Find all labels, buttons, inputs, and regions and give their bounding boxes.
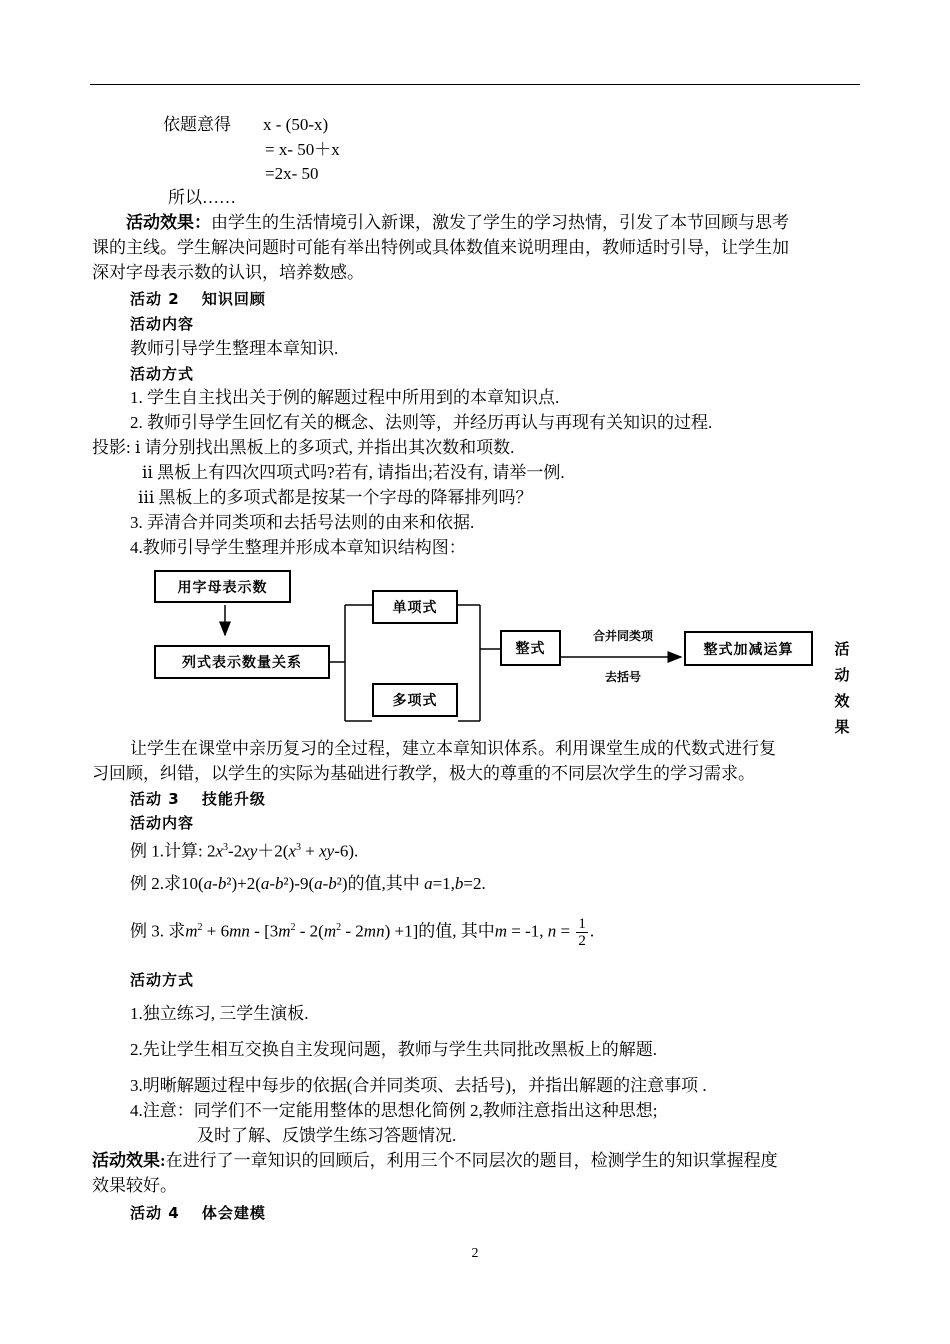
effect1-line-2: 课的主线。学生解决问题时可能有举出特例或具体数值来说明理由，教师适时引导，让学生加 (92, 238, 789, 257)
activity3-method-label: 活动方式 (130, 971, 195, 989)
effect3-line-2: 效果较好。 (92, 1176, 177, 1195)
example-3: 例 3. 求$m^2 + 6mn - [3m^2 - 2(m^2 - 2mn) +1]$的值, 其中m = -1, n = $\frac{1}{2}$ . (130, 916, 595, 950)
effect2-line-2: 习回顾，纠错，以学生的实际为基础进行教学，极大的尊重的不同层次学生的学习需求。 (92, 764, 755, 783)
activity2-method-2: 2. 教师引导学生回忆有关的概念、法则等，并经历再认与再现有关知识的过程. (130, 413, 713, 432)
knowledge-structure-diagram (150, 563, 850, 733)
equation-line-2: = x- 50＋x (265, 140, 340, 159)
activity3-method-4: 4.注意：同学们不一定能用整体的思想化简例 2,教师注意指出这种思想; (130, 1101, 658, 1120)
activity2-method-label: 活动方式 (130, 365, 195, 383)
activity3-content-label: 活动内容 (130, 814, 195, 832)
activity2-heading: 活动 2 知识回顾 (130, 290, 266, 308)
effect1-line-3: 深对字母表示数的认识，培养数感。 (92, 263, 364, 282)
equation-line-3: =2x- 50 (265, 164, 319, 183)
solve-label: 依题意得 (163, 115, 231, 134)
header-rule (90, 84, 860, 85)
activity3-method-4-cont: 及时了解、反馈学生练习答题情况. (197, 1126, 457, 1145)
activity2-method-1: 1. 学生自主找出关于例的解题过程中所用到的本章知识点. (130, 388, 560, 407)
activity3-method-2: 2.先让学生相互交换自主发现问题，教师与学生共同批改黑板上的解题. (130, 1040, 657, 1059)
box-letters-represent-numbers: 用字母表示数 (154, 570, 291, 603)
box-monomial: 单项式 (372, 590, 458, 624)
activity3-method-1: 1.独立练习, 三学生演板. (130, 1004, 309, 1023)
box-quantity-relations: 列式表示数量关系 (154, 645, 330, 679)
activity2-content: 教师引导学生整理本章知识. (130, 339, 339, 358)
activity2-content-label: 活动内容 (130, 315, 195, 333)
example-2: 例 2.求10(a-b²)+2(a-b²)-9(a-b²)的值,其中 a=1,b=2. (130, 874, 486, 893)
example-1: 例 1.计算: $2x^3-2xy+2(x^3 + xy-6)$. (130, 841, 359, 861)
box-add-subtract-operations: 整式加减运算 (684, 631, 813, 666)
projection-iii: ⅲ 黑板上的多项式都是按某一个字母的降幂排列吗？ (138, 488, 533, 507)
arrow-label-combine: 合并同类项 (592, 629, 653, 643)
activity2-method-4: 4.教师引导学生整理并形成本章知识结构图： (130, 538, 466, 557)
effect1-label: 活动效果： (126, 213, 211, 232)
page-number: 2 (471, 1246, 479, 1261)
projection-ii: ⅱ 黑板上有四次四项式吗?若有, 请指出;若没有, 请举一例. (142, 463, 565, 482)
activity4-heading: 活动 4 体会建模 (130, 1204, 266, 1222)
side-label-activity-effect: 活 动 效 果 (834, 640, 850, 736)
effect3-label: 活动效果: (92, 1151, 166, 1170)
activity2-method-3: 3. 弄清合并同类项和去括号法则的由来和依据. (130, 513, 475, 532)
fraction-one-half: $\frac{1}{2}$ (578, 916, 586, 950)
effect2-line-1: 让学生在课堂中亲历复习的全过程，建立本章知识体系。利用课堂生成的代数式进行复 (130, 739, 776, 758)
projection-i: 投影: ⅰ 请分别找出黑板上的多项式, 并指出其次数和项数. (92, 438, 515, 457)
box-integral-expression: 整式 (500, 630, 561, 666)
equation-line-1: x - (50-x) (263, 115, 329, 134)
effect3-line-1: 活动效果:在进行了一章知识的回顾后，利用三个不同层次的题目，检测学生的知识掌握程度 (92, 1151, 778, 1170)
activity3-heading: 活动 3 技能升级 (130, 790, 266, 808)
activity3-method-3: 3.明晰解题过程中每步的依据(合并同类项、去括号)，并指出解题的注意事项 . (130, 1076, 707, 1095)
effect1-line-1: 活动效果：由学生的生活情境引入新课，激发了学生的学习热情，引发了本节回顾与思考 (126, 213, 789, 232)
arrow-label-brackets: 去括号 (604, 670, 641, 684)
so-line: 所以…… (168, 188, 236, 207)
box-polynomial: 多项式 (372, 683, 458, 717)
